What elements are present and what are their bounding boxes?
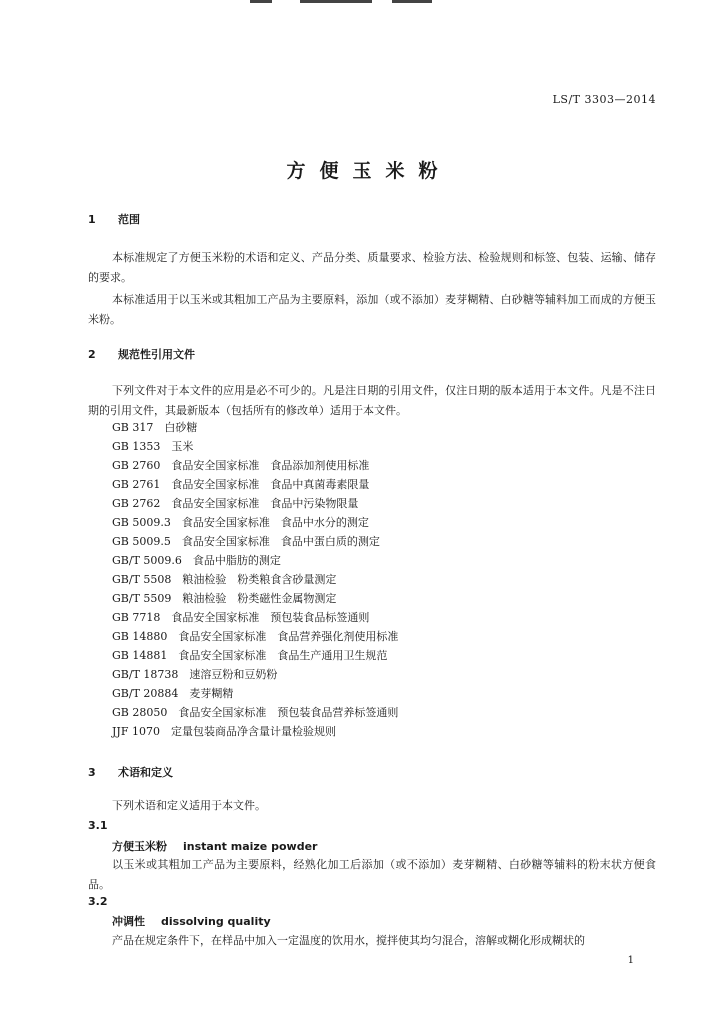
clause-number: 3.1 [88, 819, 108, 832]
term-entry [112, 913, 271, 929]
scope-paragraph: 本标准适用于以玉米或其粗加工产品为主要原料，添加（或不添加）麦芽糊精、白砂糖等辅料加工而成的方便玉米粉。 [88, 293, 656, 326]
reference-item: GB/T 5508 粮油检验 粉类粮食含砂量测定 [112, 573, 337, 586]
reference-item: GB 5009.5 食品安全国家标准 食品中蛋白质的测定 [112, 535, 380, 548]
reference-item: GB/T 20884 麦芽糊精 [112, 687, 234, 700]
section-heading-scope [88, 211, 140, 227]
reference-item: GB 28050 食品安全国家标准 预包装食品营养标签通则 [112, 706, 399, 719]
reference-item: GB 2761 食品安全国家标准 食品中真菌毒素限量 [112, 478, 370, 491]
document-code: LS/T 3303—2014 [552, 93, 656, 106]
reference-item: GB/T 5009.6 食品中脂肪的测定 [112, 554, 281, 567]
section-title: 范围 [118, 213, 140, 226]
section-heading-terms-definitions [88, 764, 173, 780]
scan-artifact [250, 0, 272, 3]
scan-artifact [300, 0, 372, 3]
terms-intro-paragraph: 下列术语和定义适用于本文件。 [112, 799, 266, 812]
reference-list [112, 418, 398, 741]
reference-item: GB 317 白砂糖 [112, 421, 198, 434]
section-title: 术语和定义 [118, 766, 173, 779]
reference-item: GB/T 18738 速溶豆粉和豆奶粉 [112, 668, 278, 681]
reference-item: GB 1353 玉米 [112, 440, 194, 453]
reference-item: GB 7718 食品安全国家标准 预包装食品标签通则 [112, 611, 370, 624]
term-entry [112, 838, 317, 854]
term-english: dissolving quality [161, 915, 271, 928]
reference-item: GB 2760 食品安全国家标准 食品添加剂使用标准 [112, 459, 370, 472]
references-intro-paragraph: 下列文件对于本文件的应用是必不可少的。凡是注日期的引用文件，仅注日期的版本适用于本文件。凡是不注日期的引用文件，其最新版本（包括所有的修改单）适用于本文件。 [88, 384, 656, 417]
reference-item: GB 2762 食品安全国家标准 食品中污染物限量 [112, 497, 359, 510]
reference-item: GB/T 5509 粮油检验 粉类磁性金属物测定 [112, 592, 337, 605]
reference-item: JJF 1070 定量包装商品净含量计量检验规则 [112, 725, 336, 738]
term-chinese: 方便玉米粉 [112, 840, 167, 853]
section-number: 2 [88, 348, 96, 361]
section-heading-normative-references [88, 346, 195, 362]
scope-paragraph: 本标准规定了方便玉米粉的术语和定义、产品分类、质量要求、检验方法、检验规则和标签、包装、运输、储存的要求。 [88, 251, 656, 284]
section-number: 3 [88, 766, 96, 779]
reference-item: GB 14881 食品安全国家标准 食品生产通用卫生规范 [112, 649, 388, 662]
reference-item: GB 14880 食品安全国家标准 食品营养强化剂使用标准 [112, 630, 399, 643]
page-number: 1 [627, 955, 634, 966]
term-definition: 产品在规定条件下，在样品中加入一定温度的饮用水，搅拌使其均匀混合，溶解或糊化形成糊状的 [112, 934, 585, 947]
section-number: 1 [88, 213, 96, 226]
reference-item: GB 5009.3 食品安全国家标准 食品中水分的测定 [112, 516, 369, 529]
clause-number: 3.2 [88, 895, 108, 908]
document-title: 方便玉米粉 [286, 160, 452, 182]
term-definition: 以玉米或其粗加工产品为主要原料，经熟化加工后添加（或不添加）麦芽糊精、白砂糖等辅料的粉末状方便食品。 [88, 858, 656, 891]
term-chinese: 冲调性 [112, 915, 145, 928]
section-title: 规范性引用文件 [118, 348, 195, 361]
scan-artifact [392, 0, 432, 3]
term-english: instant maize powder [183, 840, 318, 853]
